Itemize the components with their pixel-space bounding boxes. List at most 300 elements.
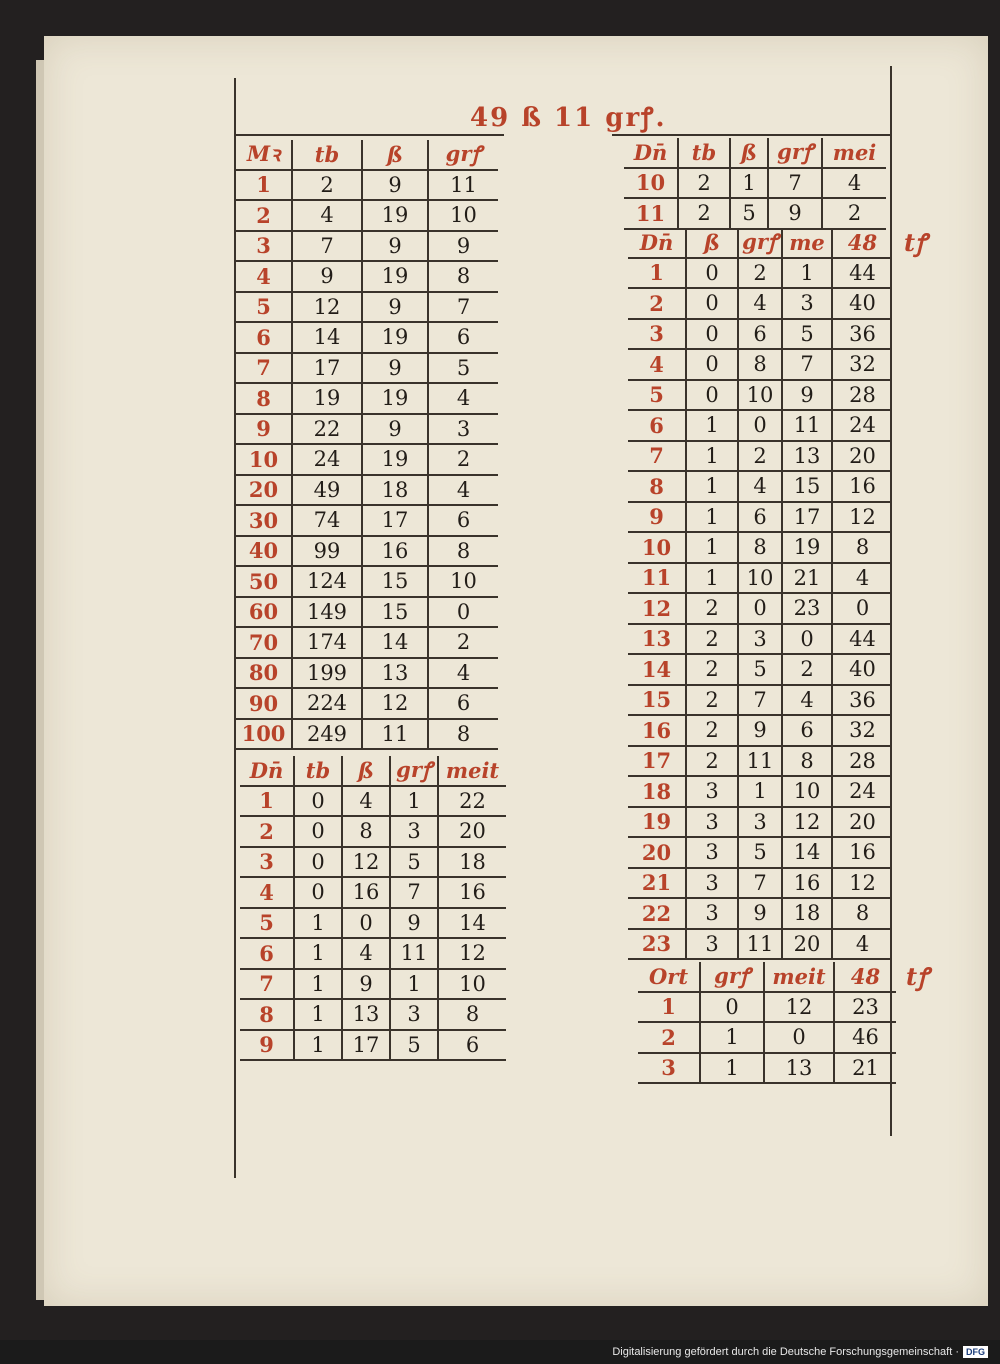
table-cell: 28 — [832, 746, 892, 777]
table-row — [628, 685, 892, 716]
table-cell: 13 — [782, 441, 832, 472]
table-cell: 3 — [738, 807, 782, 838]
table-row — [236, 200, 498, 231]
table-cell: 7 — [428, 292, 498, 323]
table-cell: 8 — [428, 719, 498, 750]
table-cell: 1 — [390, 786, 438, 817]
table-cell: 9 — [362, 353, 428, 384]
row-label: 20 — [628, 837, 686, 868]
table-cell: 12 — [782, 807, 832, 838]
table-cell: 2 — [686, 715, 738, 746]
header-rule — [234, 134, 504, 136]
table-cell: 18 — [362, 475, 428, 506]
table-row — [628, 502, 892, 533]
row-label: 6 — [236, 322, 292, 353]
table-cell: 22 — [438, 786, 506, 817]
table-cell: 17 — [342, 1030, 390, 1061]
header-cell: ß — [730, 138, 768, 168]
table-cell: 10 — [782, 776, 832, 807]
table-row — [236, 505, 498, 536]
table-cell: 0 — [686, 258, 738, 289]
table-cell: 9 — [782, 380, 832, 411]
table-cell: 0 — [686, 288, 738, 319]
table-cell: 2 — [678, 198, 730, 229]
row-label: 14 — [628, 654, 686, 685]
table-cell: 8 — [738, 532, 782, 563]
row-label: 8 — [236, 383, 292, 414]
table-cell: 5 — [738, 837, 782, 868]
table-row — [236, 627, 498, 658]
table-cell: 12 — [764, 992, 834, 1023]
table-cell: 20 — [832, 441, 892, 472]
row-label: 3 — [236, 231, 292, 262]
table-cell: 7 — [292, 231, 362, 262]
table-row — [236, 353, 498, 384]
table-row — [240, 847, 506, 878]
table-cell: 1 — [782, 258, 832, 289]
table-cell: 15 — [362, 566, 428, 597]
table-cell: 8 — [832, 898, 892, 929]
row-label: 8 — [628, 471, 686, 502]
table-cell: 32 — [832, 349, 892, 380]
table-cell: 6 — [738, 319, 782, 350]
table-row — [628, 929, 892, 960]
table-cell: 0 — [738, 410, 782, 441]
table-cell: 12 — [292, 292, 362, 323]
table-row — [628, 746, 892, 777]
table-cell: 5 — [730, 198, 768, 229]
table-row — [236, 261, 498, 292]
header-row — [236, 140, 498, 170]
table-cell: 14 — [292, 322, 362, 353]
table-cell: 2 — [428, 444, 498, 475]
table-row — [638, 1022, 896, 1053]
row-label: 7 — [240, 969, 294, 1000]
table-cell: 16 — [782, 868, 832, 899]
row-label: 2 — [638, 1022, 700, 1053]
header-cell: ß — [362, 140, 428, 170]
table-cell: 0 — [342, 908, 390, 939]
header-row — [628, 228, 892, 258]
footer-credit: Digitalisierung gefördert durch die Deutsche Forschungsgemeinschaft · — [612, 1346, 959, 1358]
table-cell: 2 — [738, 258, 782, 289]
row-label: 21 — [628, 868, 686, 899]
table-cell: 11 — [428, 170, 498, 201]
table-cell: 0 — [764, 1022, 834, 1053]
table-cell: 1 — [294, 908, 342, 939]
table-row — [240, 786, 506, 817]
table-cell: 2 — [738, 441, 782, 472]
table-row — [628, 258, 892, 289]
table-cell: 23 — [834, 992, 896, 1023]
table-cell: 19 — [362, 383, 428, 414]
table-cell: 4 — [832, 929, 892, 960]
header-cell: meit — [764, 962, 834, 992]
table-cell: 9 — [738, 715, 782, 746]
footer — [612, 1346, 988, 1358]
right-table-1 — [624, 138, 886, 230]
table-cell: 4 — [428, 658, 498, 689]
row-label: 9 — [236, 414, 292, 445]
table-cell: 0 — [294, 847, 342, 878]
table-cell: 18 — [438, 847, 506, 878]
table-cell: 4 — [738, 288, 782, 319]
table-cell: 23 — [782, 593, 832, 624]
table-cell: 40 — [832, 288, 892, 319]
table-cell: 16 — [362, 536, 428, 567]
row-label: 30 — [236, 505, 292, 536]
table-cell: 13 — [362, 658, 428, 689]
table-row — [628, 380, 892, 411]
table-cell: 1 — [700, 1022, 764, 1053]
table-cell: 0 — [700, 992, 764, 1023]
table-cell: 4 — [292, 200, 362, 231]
table-cell: 0 — [686, 319, 738, 350]
table-cell: 7 — [768, 168, 822, 199]
header-cell: ß — [342, 756, 390, 786]
table-cell: 19 — [782, 532, 832, 563]
table-cell: 4 — [832, 563, 892, 594]
table-cell: 49 — [292, 475, 362, 506]
row-label: 23 — [628, 929, 686, 960]
row-label: 1 — [236, 170, 292, 201]
table-cell: 199 — [292, 658, 362, 689]
table-cell: 2 — [292, 170, 362, 201]
row-label: 60 — [236, 597, 292, 628]
table-row — [628, 654, 892, 685]
row-label: 8 — [240, 999, 294, 1030]
row-label: 3 — [638, 1053, 700, 1084]
table-cell: 2 — [822, 198, 886, 229]
table-row — [628, 837, 892, 868]
table-row — [628, 471, 892, 502]
table-row — [624, 168, 886, 199]
table-row — [240, 816, 506, 847]
table-cell: 20 — [832, 807, 892, 838]
table-row — [628, 868, 892, 899]
table-cell: 4 — [342, 786, 390, 817]
table-cell: 2 — [428, 627, 498, 658]
table-cell: 1 — [686, 471, 738, 502]
header-cell: tb — [678, 138, 730, 168]
table-row — [236, 170, 498, 201]
table-cell: 6 — [438, 1030, 506, 1061]
table-row — [236, 536, 498, 567]
table-cell: 2 — [686, 624, 738, 655]
table-cell: 149 — [292, 597, 362, 628]
row-label: 7 — [628, 441, 686, 472]
table-row — [628, 898, 892, 929]
table-cell: 3 — [686, 837, 738, 868]
table-cell: 32 — [832, 715, 892, 746]
table-cell: 4 — [342, 938, 390, 969]
table-cell: 9 — [362, 170, 428, 201]
table-cell: 10 — [428, 200, 498, 231]
table-cell: 18 — [782, 898, 832, 929]
header-cell: 48 — [832, 228, 892, 258]
row-label: 4 — [236, 261, 292, 292]
table-cell: 9 — [362, 292, 428, 323]
header-cell: grꝭ — [428, 140, 498, 170]
table-cell: 14 — [782, 837, 832, 868]
table-cell: 3 — [390, 816, 438, 847]
table-cell: 44 — [832, 624, 892, 655]
table-cell: 1 — [686, 502, 738, 533]
table-cell: 14 — [438, 908, 506, 939]
table-cell: 36 — [832, 685, 892, 716]
row-label: 2 — [236, 200, 292, 231]
table-cell: 24 — [832, 410, 892, 441]
table-cell: 24 — [292, 444, 362, 475]
table-row — [240, 999, 506, 1030]
table-row — [240, 908, 506, 939]
table-cell: 0 — [294, 816, 342, 847]
table-row — [628, 715, 892, 746]
table-row — [628, 563, 892, 594]
row-label: 4 — [240, 877, 294, 908]
row-label: 4 — [628, 349, 686, 380]
table-cell: 5 — [390, 847, 438, 878]
table-row — [240, 969, 506, 1000]
table-row — [236, 658, 498, 689]
row-label: 40 — [236, 536, 292, 567]
table-cell: 2 — [686, 593, 738, 624]
table-cell: 19 — [362, 444, 428, 475]
table-cell: 5 — [738, 654, 782, 685]
table-row — [628, 288, 892, 319]
row-label: 12 — [628, 593, 686, 624]
table-row — [628, 410, 892, 441]
table-row — [240, 1030, 506, 1061]
table-cell: 7 — [390, 877, 438, 908]
row-label: 3 — [628, 319, 686, 350]
row-label: 7 — [236, 353, 292, 384]
row-label: 1 — [240, 786, 294, 817]
table-row — [628, 624, 892, 655]
side-mark-1: tꝭ — [904, 228, 927, 257]
table-cell: 8 — [832, 532, 892, 563]
table-cell: 21 — [782, 563, 832, 594]
header-cell: ß — [686, 228, 738, 258]
table-cell: 8 — [782, 746, 832, 777]
table-cell: 3 — [686, 898, 738, 929]
table-row — [236, 292, 498, 323]
header-cell: me — [782, 228, 832, 258]
table-cell: 5 — [390, 1030, 438, 1061]
row-label: 6 — [240, 938, 294, 969]
row-label: 10 — [236, 444, 292, 475]
table-cell: 124 — [292, 566, 362, 597]
table-row — [236, 414, 498, 445]
table-cell: 12 — [342, 847, 390, 878]
header-row — [638, 962, 896, 992]
table-cell: 9 — [342, 969, 390, 1000]
right-table-2 — [628, 228, 892, 960]
table-cell: 16 — [832, 471, 892, 502]
header-cell: tb — [294, 756, 342, 786]
table-cell: 99 — [292, 536, 362, 567]
table-row — [638, 992, 896, 1023]
row-label: 9 — [240, 1030, 294, 1061]
row-label: 15 — [628, 685, 686, 716]
table-row — [236, 444, 498, 475]
table-row — [240, 877, 506, 908]
table-cell: 8 — [428, 536, 498, 567]
table-row — [236, 322, 498, 353]
table-cell: 4 — [428, 475, 498, 506]
table-row — [628, 807, 892, 838]
row-label: 20 — [236, 475, 292, 506]
table-cell: 40 — [832, 654, 892, 685]
table-cell: 11 — [390, 938, 438, 969]
table-cell: 12 — [438, 938, 506, 969]
row-label: 90 — [236, 688, 292, 719]
table-cell: 15 — [362, 597, 428, 628]
table-row — [628, 319, 892, 350]
header-cell: Dn̄ — [240, 756, 294, 786]
table-row — [236, 566, 498, 597]
table-cell: 17 — [362, 505, 428, 536]
header-cell: grꝭ — [390, 756, 438, 786]
table-cell: 2 — [686, 685, 738, 716]
table-cell: 36 — [832, 319, 892, 350]
table-cell: 0 — [294, 786, 342, 817]
table-cell: 8 — [428, 261, 498, 292]
header-cell: Ort — [638, 962, 700, 992]
table-cell: 9 — [292, 261, 362, 292]
table-cell: 16 — [342, 877, 390, 908]
page-header: 49 ß 11 grꝭ. — [470, 103, 667, 133]
right-table-3 — [638, 962, 896, 1084]
row-label: 18 — [628, 776, 686, 807]
table-cell: 5 — [428, 353, 498, 384]
table-cell: 1 — [686, 441, 738, 472]
row-label: 13 — [628, 624, 686, 655]
table-cell: 9 — [362, 231, 428, 262]
table-cell: 224 — [292, 688, 362, 719]
table-cell: 8 — [738, 349, 782, 380]
table-cell: 4 — [428, 383, 498, 414]
table-row — [628, 593, 892, 624]
table-cell: 6 — [428, 688, 498, 719]
table-cell: 3 — [428, 414, 498, 445]
table-cell: 2 — [686, 746, 738, 777]
header-row — [240, 756, 506, 786]
table-cell: 1 — [738, 776, 782, 807]
row-label: 10 — [628, 532, 686, 563]
left-table-1 — [236, 140, 498, 750]
table-cell: 10 — [738, 380, 782, 411]
header-cell: Dn̄ — [624, 138, 678, 168]
table-cell: 2 — [782, 654, 832, 685]
header-cell: Dn̄ — [628, 228, 686, 258]
table-cell: 6 — [428, 322, 498, 353]
table-cell: 9 — [738, 898, 782, 929]
table-cell: 13 — [764, 1053, 834, 1084]
table-cell: 11 — [782, 410, 832, 441]
header-cell: grꝭ — [768, 138, 822, 168]
header-row — [624, 138, 886, 168]
table-cell: 1 — [294, 969, 342, 1000]
table-row — [628, 441, 892, 472]
table-cell: 1 — [390, 969, 438, 1000]
row-label: 6 — [628, 410, 686, 441]
row-label: 22 — [628, 898, 686, 929]
table-cell: 17 — [782, 502, 832, 533]
table-cell: 3 — [738, 624, 782, 655]
table-cell: 1 — [686, 532, 738, 563]
table-cell: 15 — [782, 471, 832, 502]
header-cell: Mꝛ — [236, 140, 292, 170]
table-cell: 74 — [292, 505, 362, 536]
table-cell: 0 — [686, 380, 738, 411]
table-row — [240, 938, 506, 969]
table-cell: 1 — [686, 410, 738, 441]
table-cell: 22 — [292, 414, 362, 445]
row-label: 9 — [628, 502, 686, 533]
table-cell: 12 — [832, 502, 892, 533]
table-cell: 19 — [362, 261, 428, 292]
row-label: 70 — [236, 627, 292, 658]
table-cell: 9 — [768, 198, 822, 229]
left-table-2 — [240, 756, 506, 1061]
row-label: 100 — [236, 719, 292, 750]
table-cell: 0 — [782, 624, 832, 655]
table-cell: 249 — [292, 719, 362, 750]
table-cell: 19 — [362, 200, 428, 231]
table-cell: 3 — [686, 929, 738, 960]
table-cell: 20 — [782, 929, 832, 960]
row-label: 11 — [624, 198, 678, 229]
table-cell: 17 — [292, 353, 362, 384]
table-cell: 28 — [832, 380, 892, 411]
table-cell: 7 — [782, 349, 832, 380]
row-label: 2 — [240, 816, 294, 847]
row-label: 80 — [236, 658, 292, 689]
table-cell: 6 — [738, 502, 782, 533]
table-cell: 2 — [678, 168, 730, 199]
header-cell: grꝭ — [738, 228, 782, 258]
row-label: 2 — [628, 288, 686, 319]
table-cell: 1 — [294, 938, 342, 969]
table-cell: 1 — [294, 999, 342, 1030]
table-row — [236, 597, 498, 628]
side-mark-2: tꝭ — [906, 962, 929, 991]
row-label: 17 — [628, 746, 686, 777]
table-cell: 10 — [738, 563, 782, 594]
table-cell: 8 — [438, 999, 506, 1030]
table-cell: 14 — [362, 627, 428, 658]
row-label: 1 — [638, 992, 700, 1023]
header-cell: tb — [292, 140, 362, 170]
table-row — [236, 383, 498, 414]
row-label: 10 — [624, 168, 678, 199]
table-cell: 6 — [428, 505, 498, 536]
row-label: 19 — [628, 807, 686, 838]
table-cell: 4 — [738, 471, 782, 502]
row-label: 5 — [236, 292, 292, 323]
header-rule-right — [612, 134, 890, 136]
table-cell: 3 — [782, 288, 832, 319]
table-cell: 0 — [686, 349, 738, 380]
table-cell: 11 — [738, 929, 782, 960]
table-cell: 8 — [342, 816, 390, 847]
table-row — [236, 719, 498, 750]
table-cell: 9 — [362, 414, 428, 445]
table-row — [236, 688, 498, 719]
table-row — [236, 231, 498, 262]
row-label: 16 — [628, 715, 686, 746]
